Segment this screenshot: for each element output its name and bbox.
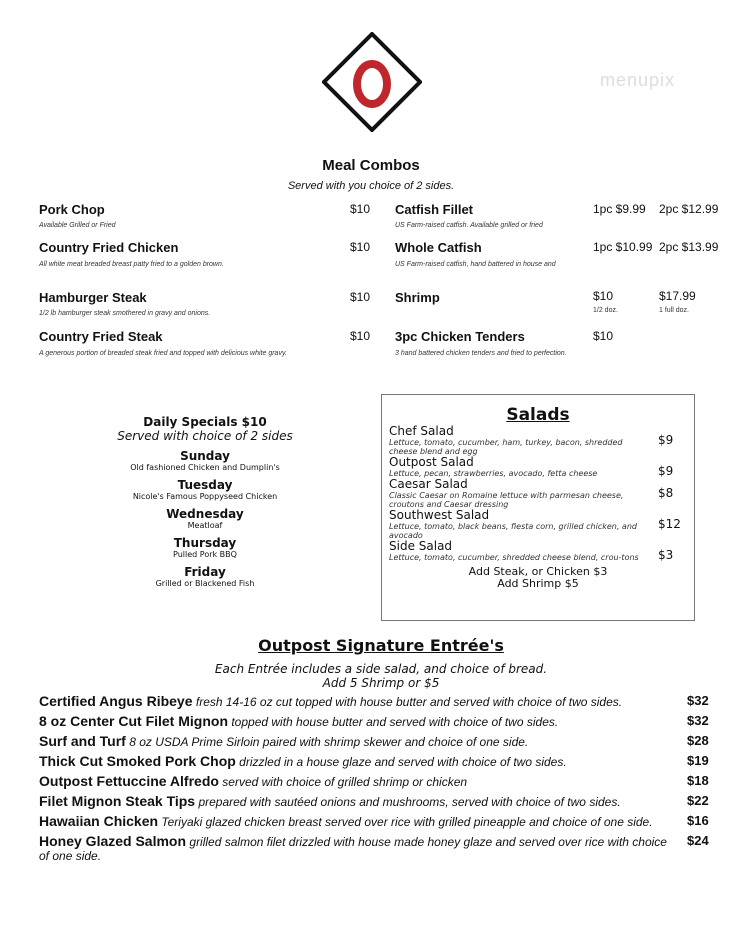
salads-box (381, 394, 695, 621)
entree-item (39, 774, 669, 789)
combo-name: Pork Chop (39, 202, 105, 217)
salad-addon: Add Shrimp $5 (497, 577, 579, 590)
entree-item (39, 694, 669, 709)
salad-price: $12 (658, 517, 681, 531)
combo-name: Catfish Fillet (395, 202, 474, 217)
watermark: menupix (600, 70, 676, 90)
special-dish: Grilled or Blackened Fish (155, 579, 255, 588)
salad-price: $8 (658, 486, 674, 500)
entree-desc: fresh 14-16 oz cut topped with house butter and served with choice of two sides. (195, 695, 623, 709)
combo-desc: US Farm-raised catfish. Available grilled or fried (395, 222, 543, 229)
entree-price: $32 (687, 693, 709, 708)
salad-name: Southwest Salad (389, 508, 490, 522)
entree-item (39, 714, 669, 729)
entree-desc: grilled salmon filet drizzled with house made honey glaze and served over rice with choice of one side. (39, 835, 667, 863)
combo-qty-note: 1 full doz. (659, 307, 689, 314)
entree-desc: Teriyaki glazed chicken breast served over rice with grilled pineapple and choice of one side. (161, 815, 653, 829)
special-dish: Nicole's Famous Poppyseed Chicken (132, 492, 278, 501)
special-day: Thursday (173, 536, 237, 550)
salad-item (382, 425, 689, 456)
salad-desc: Lettuce, tomato, black beans, fiesta corn, grilled chicken, and avocado (389, 522, 637, 540)
salad-name: Chef Salad (389, 424, 454, 438)
combo-name: Hamburger Steak (39, 290, 147, 305)
entree-row (39, 714, 719, 729)
salad-price: $3 (658, 548, 674, 562)
entree-row (39, 834, 719, 863)
combo-price: 2pc $12.99 (659, 202, 719, 216)
salad-item (382, 540, 689, 562)
entrees-title: Outpost Signature Entrée's (258, 636, 504, 655)
entree-desc: drizzled in a house glaze and served with choice of two sides. (239, 755, 567, 769)
entree-row (39, 794, 719, 809)
entree-row (39, 734, 719, 749)
entrees-subtitle (10, 662, 742, 690)
special-day: Tuesday (177, 478, 233, 492)
combo-desc: A generous portion of breaded steak fried and topped with delicious white gravy. (39, 350, 287, 357)
specials-subtitle: Served with choice of 2 sides (117, 429, 293, 443)
entree-name: Surf and Turf (39, 733, 126, 749)
special-day: Wednesday (166, 507, 244, 521)
combo-desc: All white meat breaded breast patty fried to a golden brown. (39, 261, 224, 268)
combo-name: Shrimp (395, 290, 440, 305)
combo-name: Country Fried Steak (39, 329, 163, 344)
entree-name: Certified Angus Ribeye (39, 693, 193, 709)
special-day: Sunday (180, 449, 230, 463)
combo-price: $10 (593, 329, 614, 343)
salad-addons (382, 566, 694, 590)
special-dish: Old fashioned Chicken and Dumplin's (130, 463, 280, 472)
entree-desc: prepared with sautéed onions and mushrooms, served with choice of two sides. (198, 795, 621, 809)
combo-price: $10 (350, 329, 371, 343)
salad-item (382, 478, 689, 509)
combo-desc: US Farm-raised catfish, hand battered in house and (395, 261, 556, 268)
salad-name: Caesar Salad (389, 477, 468, 491)
combo-price: 1pc $9.99 (593, 202, 646, 216)
entree-name: Hawaiian Chicken (39, 813, 159, 829)
entree-price: $22 (687, 793, 709, 808)
restaurant-logo (322, 32, 422, 132)
entree-price: $19 (687, 753, 709, 768)
entree-desc: 8 oz USDA Prime Sirloin paired with shrimp skewer and choice of one side. (129, 735, 529, 749)
entree-item (39, 834, 669, 863)
salad-desc: Lettuce, tomato, cucumber, shredded cheese blend, crou-tons (389, 553, 639, 562)
entree-price: $28 (687, 733, 709, 748)
entree-desc: served with choice of grilled shrimp or chicken (222, 775, 468, 789)
specials-title: Daily Specials $10 (143, 415, 267, 429)
combo-price: $10 (350, 240, 371, 254)
combo-desc: Available Grilled or Fried (39, 222, 116, 229)
entree-row (39, 754, 719, 769)
combo-qty-note: 1/2 doz. (593, 307, 618, 314)
salad-desc: Lettuce, pecan, strawberries, avocado, fetta cheese (389, 469, 598, 478)
entree-price: $24 (687, 833, 709, 848)
salads-title: Salads (506, 405, 570, 425)
entrees-list (39, 694, 719, 868)
combo-price: 1pc $10.99 (593, 240, 653, 254)
salad-name: Side Salad (389, 539, 453, 553)
entree-price: $16 (687, 813, 709, 828)
entree-name: Thick Cut Smoked Pork Chop (39, 753, 236, 769)
entree-row (39, 774, 719, 789)
meal-combos-subtitle: Served with you choice of 2 sides. (287, 180, 455, 192)
entrees-subtitle-line: Add 5 Shrimp or $5 (322, 676, 440, 690)
combo-name: Country Fried Chicken (39, 240, 179, 255)
combo-price: $17.99 (659, 289, 696, 303)
combo-price: $10 (350, 290, 371, 304)
meal-combos-title: Meal Combos (322, 157, 420, 174)
special-day: Friday (184, 565, 226, 579)
entree-desc: topped with house butter and served with choice of two sides. (231, 715, 559, 729)
salad-addon: Add Steak, or Chicken $3 (468, 565, 608, 578)
entree-name: Filet Mignon Steak Tips (39, 793, 196, 809)
entree-item (39, 794, 669, 809)
special-dish: Pulled Pork BBQ (173, 550, 237, 559)
salad-desc: Lettuce, tomato, cucumber, ham, turkey, bacon, shredded cheese blend and egg (389, 438, 623, 456)
entree-price: $18 (687, 773, 709, 788)
combo-price: $10 (350, 202, 371, 216)
entree-item (39, 814, 669, 829)
salad-item (382, 456, 689, 478)
salad-price: $9 (658, 464, 674, 478)
entree-item (39, 754, 669, 769)
entrees-subtitle-line: Each Entrée includes a side salad, and choice of bread. (214, 662, 548, 676)
combo-name: Whole Catfish (395, 240, 482, 255)
combo-name: 3pc Chicken Tenders (395, 329, 525, 344)
entree-name: Outpost Fettuccine Alfredo (39, 773, 219, 789)
combo-desc: 1/2 lb hamburger steak smothered in gravy and onions. (39, 310, 211, 317)
combo-price: 2pc $13.99 (659, 240, 719, 254)
salad-desc: Classic Caesar on Romaine lettuce with parmesan cheese, croutons and Caesar dressing (389, 491, 624, 509)
entree-price: $32 (687, 713, 709, 728)
entree-name: 8 oz Center Cut Filet Mignon (39, 713, 228, 729)
entree-name: Honey Glazed Salmon (39, 833, 187, 849)
special-dish: Meatloaf (187, 521, 223, 530)
salad-name: Outpost Salad (389, 455, 474, 469)
daily-specials (90, 415, 320, 588)
entree-row (39, 694, 719, 709)
entree-row (39, 814, 719, 829)
combo-desc: 3 hand battered chicken tenders and fried to perfection. (395, 350, 567, 357)
salad-price: $9 (658, 433, 674, 447)
salad-item (382, 509, 689, 540)
combo-price: $10 (593, 289, 614, 303)
entree-item (39, 734, 669, 749)
